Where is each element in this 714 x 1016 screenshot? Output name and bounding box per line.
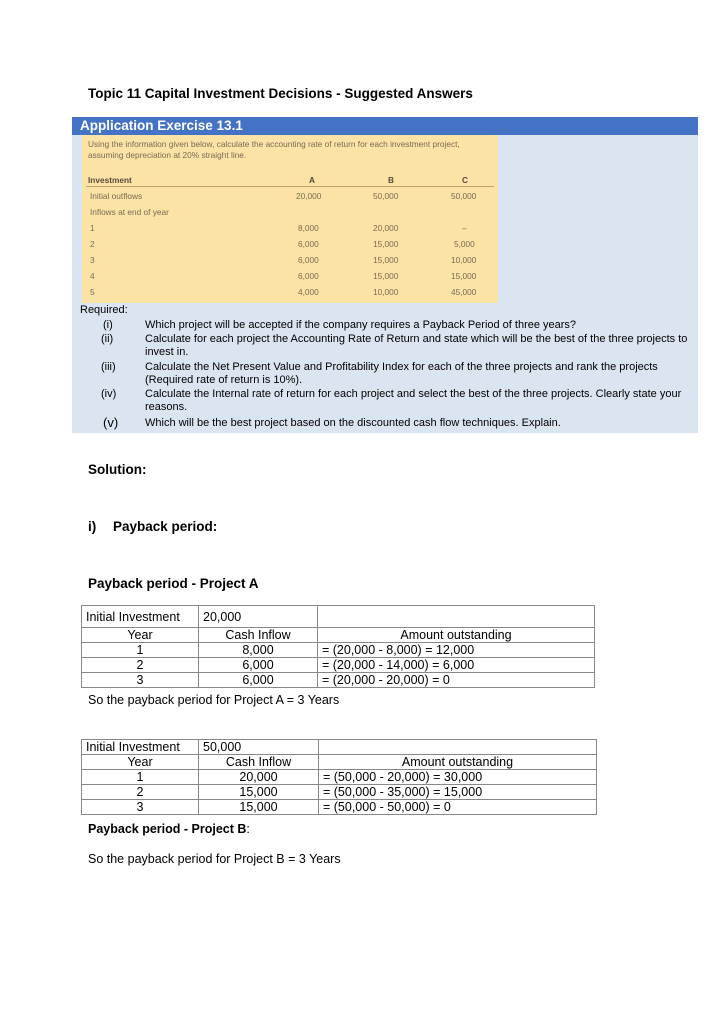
table-cell: 1 [90, 223, 95, 233]
required-label: Required: [80, 304, 128, 316]
table-cell: 5 [90, 287, 95, 297]
table-cell: = (20,000 - 14,000) = 6,000 [318, 658, 595, 673]
table-row [82, 628, 595, 643]
column-header: Cash Inflow [199, 755, 319, 770]
table-cell: 15,000 [373, 255, 399, 265]
table-cell: 8,000 [199, 643, 318, 658]
table-cell: 10,000 [373, 287, 399, 297]
column-header: Amount outstanding [318, 628, 595, 643]
table-row [82, 800, 597, 815]
table-cell: 2 [90, 239, 95, 249]
column-header: Amount outstanding [319, 755, 597, 770]
table-cell: 6,000 [199, 658, 318, 673]
exercise-intro: Using the information given below, calculate the accounting rate of return for each investment project, assuming depreciation at 20% straight line. [88, 139, 460, 160]
table-cell: 20,000 [373, 223, 399, 233]
table-row [82, 740, 597, 755]
table-row [82, 673, 595, 688]
exercise-header-label: Application Exercise 13.1 [80, 118, 243, 133]
table-cell: 6,000 [298, 271, 319, 281]
table-cell: 6,000 [298, 239, 319, 249]
initial-investment-label: Initial Investment [82, 606, 199, 628]
table-cell: 8,000 [298, 223, 319, 233]
table-cell: 3 [82, 673, 199, 688]
exercise-header [72, 117, 698, 135]
table-header-b: B [388, 175, 394, 185]
solution-heading: Solution: [88, 462, 147, 477]
question-number: (ii) [101, 333, 114, 345]
column-header: Cash Inflow [199, 628, 318, 643]
table-row [82, 770, 597, 785]
project-a-table [81, 605, 595, 688]
column-header: Year [82, 755, 199, 770]
table-cell: 6,000 [199, 673, 318, 688]
project-b-table [81, 739, 597, 815]
table-cell: 3 [82, 800, 199, 815]
question-text: Calculate the Net Present Value and Profitability Index for each of the three projects and rank the projects (Required rate of return is 10%). [145, 361, 658, 386]
project-b-heading-bold: Payback period - Project B [88, 822, 247, 836]
table-cell: 1 [82, 770, 199, 785]
table-cell: = (20,000 - 8,000) = 12,000 [318, 643, 595, 658]
question-text: Which will be the best project based on the discounted cash flow techniques. Explain. [145, 417, 561, 429]
table-cell: 20,000 [199, 770, 319, 785]
section-heading: Payback period: [113, 519, 218, 534]
table-header-a: A [309, 175, 315, 185]
question-number: (iii) [101, 361, 116, 373]
question-number: (i) [103, 319, 113, 331]
initial-investment-label: Initial Investment [82, 740, 199, 755]
project-b-heading [88, 822, 250, 836]
table-cell: 10,000 [451, 255, 477, 265]
table-cell: 50,000 [451, 191, 477, 201]
question-text: Which project will be accepted if the company requires a Payback Period of three years? [145, 319, 577, 331]
exercise-data-image [82, 135, 498, 303]
page-title: Topic 11 Capital Investment Decisions - Suggested Answers [88, 86, 473, 101]
table-cell [319, 740, 597, 755]
question-text: Calculate the Internal rate of return for each project and select the best of the three projects. Clearly state your reasons. [145, 388, 682, 413]
table-row [82, 755, 597, 770]
table-cell: 6,000 [298, 255, 319, 265]
project-a-conclusion: So the payback period for Project A = 3 Years [88, 693, 340, 707]
table-cell: 50,000 [373, 191, 399, 201]
table-cell: Initial outflows [90, 191, 143, 201]
question-number: (iv) [101, 388, 117, 400]
question-number: (v) [103, 415, 119, 430]
initial-investment-value: 50,000 [199, 740, 319, 755]
project-a-heading: Payback period - Project A [88, 576, 259, 591]
table-cell: – [462, 223, 467, 233]
table-cell [318, 606, 595, 628]
question-text: Calculate for each project the Accounting Rate of Return and state which will be the best of the three projects to invest in. [145, 333, 688, 358]
table-cell: 5,000 [454, 239, 475, 249]
project-b-conclusion: So the payback period for Project B = 3 Years [88, 852, 341, 866]
table-header-c: C [462, 175, 468, 185]
table-cell: Inflows at end of year [90, 207, 169, 217]
table-cell: 15,000 [199, 785, 319, 800]
table-row [82, 658, 595, 673]
table-cell: = (50,000 - 50,000) = 0 [319, 800, 597, 815]
table-cell: 15,000 [451, 271, 477, 281]
table-cell: 15,000 [373, 271, 399, 281]
table-cell: 4 [90, 271, 95, 281]
table-cell: 4,000 [298, 287, 319, 297]
table-cell: = (50,000 - 35,000) = 15,000 [319, 785, 597, 800]
table-cell: 3 [90, 255, 95, 265]
table-cell: = (20,000 - 20,000) = 0 [318, 673, 595, 688]
table-cell: 2 [82, 785, 199, 800]
project-b-heading-suffix: : [246, 822, 250, 836]
table-rule [86, 186, 494, 187]
table-row [82, 643, 595, 658]
section-number: i) [88, 519, 97, 534]
table-cell: 45,000 [451, 287, 477, 297]
table-cell: 1 [82, 643, 199, 658]
exercise-panel [72, 117, 698, 433]
table-row [82, 606, 595, 628]
table-row [82, 785, 597, 800]
column-header: Year [82, 628, 199, 643]
table-cell: 20,000 [296, 191, 322, 201]
table-cell: 2 [82, 658, 199, 673]
table-cell: 15,000 [373, 239, 399, 249]
table-header-investment: Investment [88, 175, 132, 185]
initial-investment-value: 20,000 [199, 606, 318, 628]
table-cell: = (50,000 - 20,000) = 30,000 [319, 770, 597, 785]
table-cell: 15,000 [199, 800, 319, 815]
